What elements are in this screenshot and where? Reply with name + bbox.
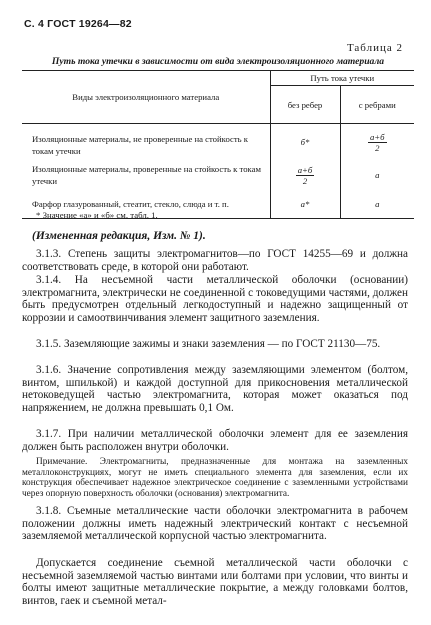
- clause-3-1-4: [22, 274, 408, 324]
- clause-continuation: [22, 557, 408, 607]
- page-header: С. 4 ГОСТ 19264—82: [24, 18, 132, 30]
- column-header-material-types: Виды электроизоляционного материала: [22, 71, 270, 124]
- paragraph: 3.1.6. Значение сопротивления между заземляющими элементом (болтом, винтом, шпилькой) и каждой доступной для прикосновения металлической нетоковедущей частью электромагнита, которая может оказаться под напряжением, не должна превышать 0,1 Ом.: [22, 364, 408, 414]
- table-title: Путь тока утечки в зависимости от вида электроизоляционного материала: [51, 56, 385, 67]
- paragraph: Допускается соединение съемной металлической части оболочки с несъемной заземляемой частью винтами или болтами при условии, что винты и болты имеют защитные металлические покрытие, а между головками болтов, винтов, гаек и съемной метал-: [22, 557, 408, 607]
- column-header-ribs: с ребрами: [340, 86, 414, 124]
- material-cell: Изоляционные материалы, проверенные на стойкость к токам утечки: [22, 160, 270, 190]
- fraction-denominator: 2: [375, 142, 380, 153]
- material-cell: Изоляционные материалы, не проверенные на стойкость к токам утечки: [22, 124, 270, 161]
- column-header-no-ribs: без ребер: [270, 86, 340, 124]
- table-row: [22, 124, 414, 161]
- table-label: Таблица 2: [346, 42, 403, 54]
- value-cell: а: [375, 199, 380, 209]
- clause-3-1-6: [22, 364, 408, 414]
- table-footnote: * Значение «а» и «б» см. табл. 1.: [36, 210, 158, 220]
- paragraph: 3.1.7. При наличии металлической оболочки элемент для ее заземления должен быть расположен внутри оболочки.: [22, 428, 408, 453]
- material-cell: Фарфор глазурованный, стеатит, стекло, слюда и т. п.: [22, 190, 270, 219]
- leakage-path-table: [22, 70, 414, 219]
- note-paragraph: Примечание. Электромагниты, предназначенные для монтажа на заземленных металлоконструкциях, могут не иметь специального элемента для заземления, если их конструкция обеспечивает надежное электрическое соединение с заземленными устройствами через опорную поверхность оболочки (основания) электромагнита.: [22, 457, 408, 499]
- clause-note: [22, 457, 408, 499]
- value-cell: а*: [270, 190, 340, 219]
- paragraph: 3.1.5. Заземляющие зажимы и знаки заземления — по ГОСТ 21130—75.: [36, 338, 381, 350]
- fraction-cell: [340, 124, 414, 161]
- clause-3-1-7: [22, 428, 408, 453]
- clause-3-1-5: [22, 338, 408, 351]
- column-header-leakage-path: Путь тока утечки: [270, 71, 414, 86]
- fraction-numerator: а+б: [369, 131, 385, 142]
- table-row: [22, 160, 414, 190]
- paragraph: 3.1.3. Степень защиты электромагнитов—по ГОСТ 14255—69 и должна соответствовать среде, в которой они работают.: [22, 248, 408, 273]
- value-cell: б*: [270, 124, 340, 161]
- clause-3-1-8: [22, 505, 408, 543]
- clause-3-1-3: [22, 248, 408, 273]
- fraction-cell: [270, 160, 340, 190]
- paragraph: 3.1.8. Съемные металлические части оболочки электромагнита в рабочем положении должны иметь надежный электрический контакт с несъемной заземляемой металлической корпусной частью электромагнита.: [22, 505, 408, 543]
- amendment-note: (Измененная редакция, Изм. № 1).: [32, 230, 206, 242]
- value-cell: а: [375, 170, 380, 180]
- paragraph: 3.1.4. На несъемной части металлической оболочки (основании) электромагнита, электрически не соединенной с токоведущими частями, должен быть предусмотрен отдельный легкодоступный и надежно защищенный от коррозии и самоотвинчивания элемент защитного заземления.: [22, 274, 408, 324]
- fraction-denominator: 2: [302, 175, 308, 186]
- fraction-numerator: а+б: [297, 164, 313, 175]
